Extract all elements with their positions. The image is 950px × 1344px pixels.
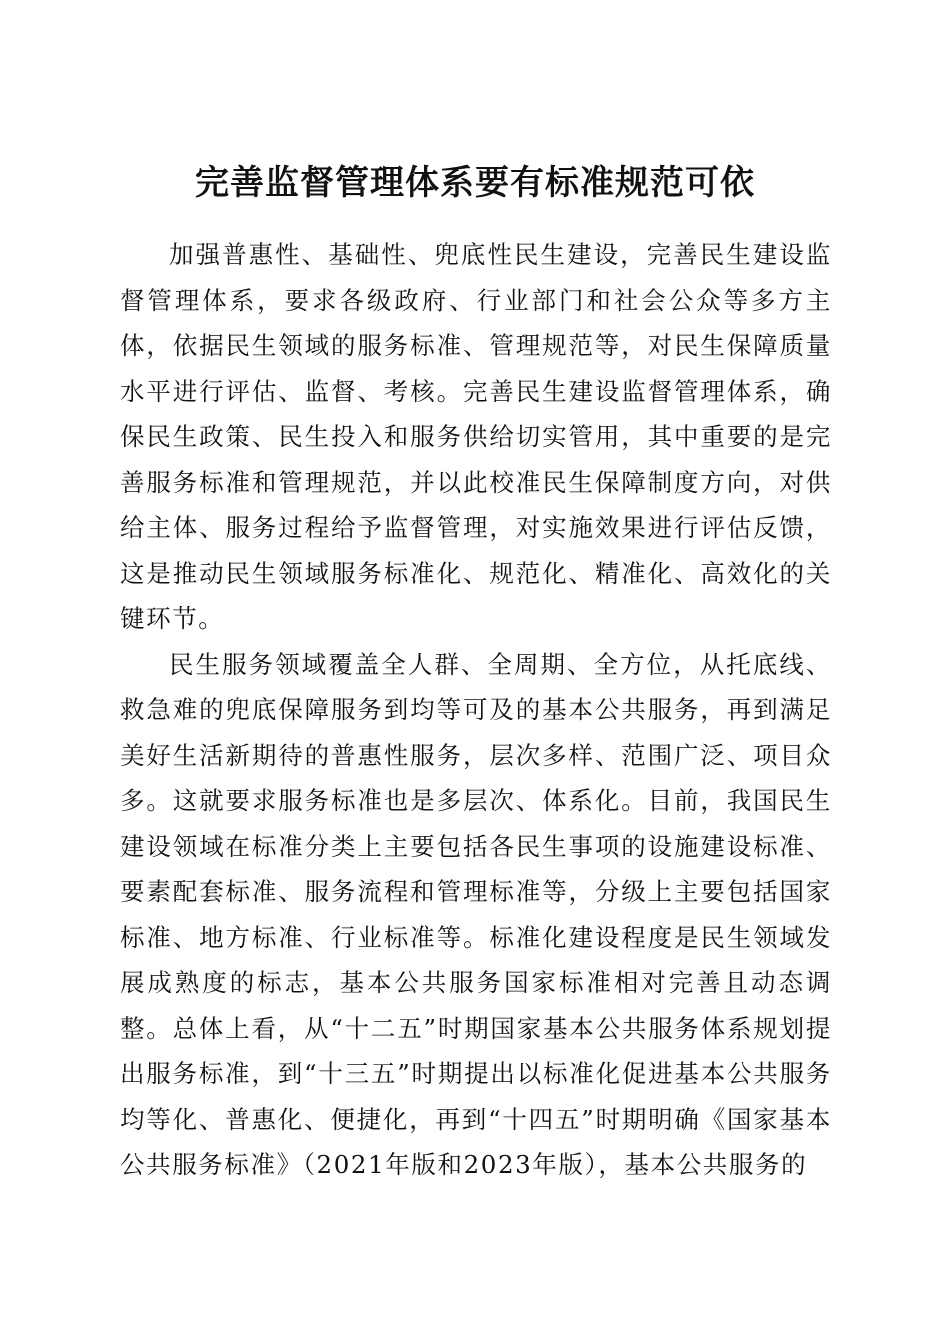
paragraph-1: 加强普惠性、基础性、兜底性民生建设，完善民生建设监督管理体系，要求各级政府、行业部门和社会公众等多方主体，依据民生领域的服务标准、管理规范等，对民生保障质量水平进行评估、监督、考核。完善民生建设监督管理体系，确保民生政策、民生投入和服务供给切实管用，其中重要的是完善服务标准和管理规范，并以此校准民生保障制度方向，对供给主体、服务过程给予监督管理，对实施效果进行评估反馈，这是推动民生领域服务标准化、规范化、精准化、高效化的关键环节。: [120, 240, 832, 633]
paragraph-2: 民生服务领域覆盖全人群、全周期、全方位，从托底线、救急难的兜底保障服务到均等可及的基本公共服务，再到满足美好生活新期待的普惠性服务，层次多样、范围广泛、项目众多。这就要求服务标准也是多层次、体系化。目前，我国民生建设领域在标准分类上主要包括各民生事项的设施建设标准、要素配套标准、服务流程和管理标准等，分级上主要包括国家标准、地方标准、行业标准等。标准化建设程度是民生领域发展成熟度的标志，基本公共服务国家标准相对完善且动态调整。总体上看，从“十二五”时期国家基本公共服务体系规划提出服务标准，到“十三五”时期提出以标准化促进基本公共服务均等化、普惠化、便捷化，再到“十四五”时期明确《国家基本公共服务标准》（2021年版和2023年版），基本公共服务的: [120, 649, 832, 1179]
document-title: 完善监督管理体系要有标准规范可依: [195, 162, 755, 203]
document-body: [120, 232, 832, 1188]
